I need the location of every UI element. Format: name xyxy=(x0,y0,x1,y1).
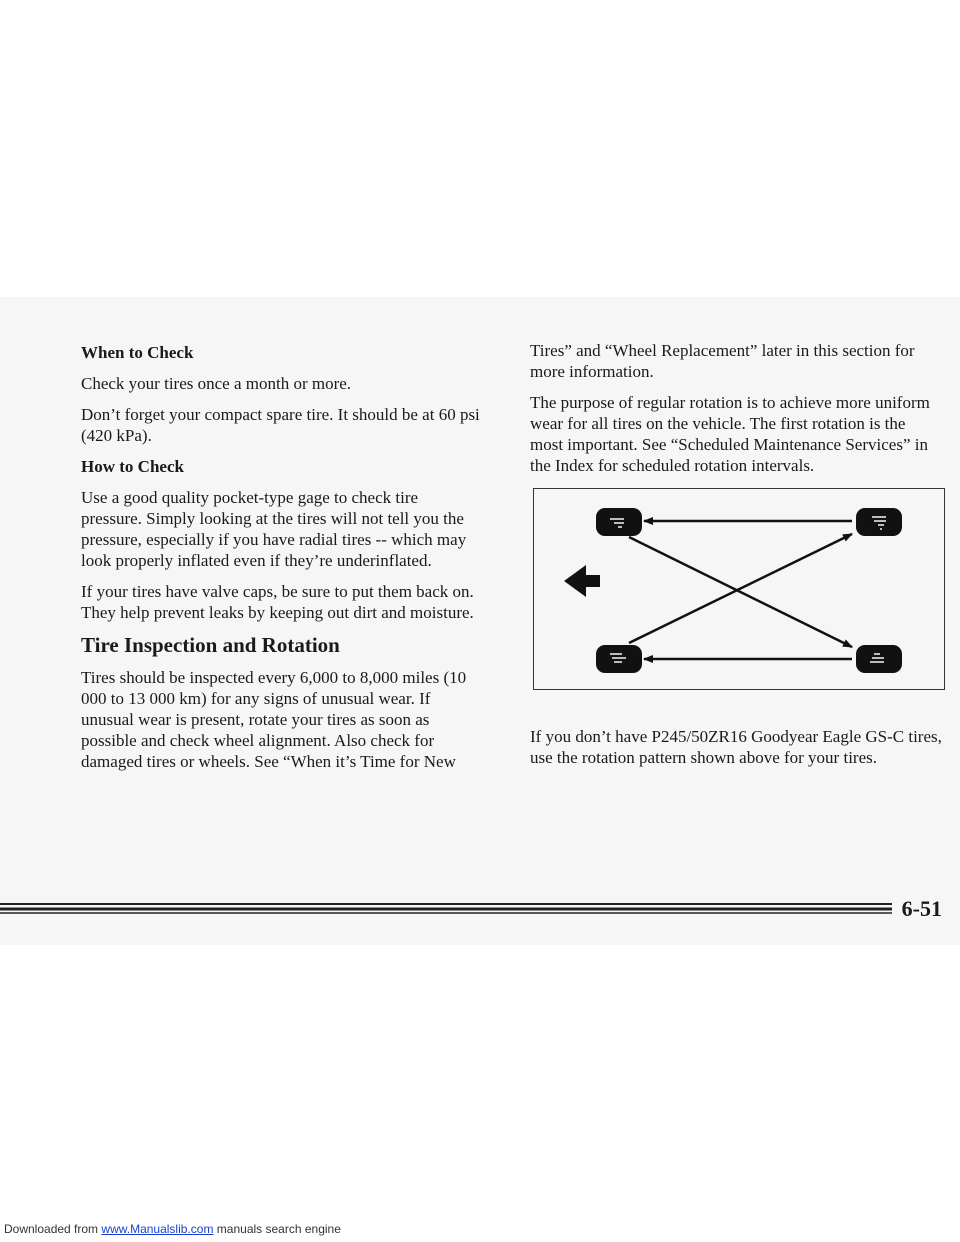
tire-front-left-icon xyxy=(596,508,642,536)
manualslib-link[interactable]: www.Manualslib.com xyxy=(101,1222,214,1236)
rotation-pattern-svg xyxy=(534,489,944,689)
rotation-diagram xyxy=(533,488,945,690)
front-direction-arrow-icon xyxy=(564,565,600,597)
tire-front-right-icon xyxy=(856,508,902,536)
how-to-check-heading: How to Check xyxy=(81,457,184,476)
when-paragraph-2: Don’t forget your compact spare tire. It should be at 60 psi (420 kPa). xyxy=(81,405,480,445)
tire-rear-left-icon xyxy=(596,645,642,673)
inspection-paragraph: Tires should be inspected every 6,000 to 8,000 miles (10 000 to 13 000 km) for any signs of unusual wear. If unusual wear is present, rotate your tires as soon as possible and check wheel alignment. Also check for damaged tires or wheels. See “When it’s Time for New xyxy=(81,668,467,771)
continued-paragraph: Tires” and “Wheel Replacement” later in this section for more information. xyxy=(530,341,915,381)
how-paragraph-2: If your tires have valve caps, be sure to put them back on. They help prevent leaks by keeping out dirt and moisture. xyxy=(81,582,474,622)
download-footer xyxy=(4,1222,341,1236)
footer-rule xyxy=(0,902,892,914)
download-suffix: manuals search engine xyxy=(216,1222,341,1236)
right-column xyxy=(530,340,942,778)
when-to-check-heading: When to Check xyxy=(81,343,194,362)
section-title: Tire Inspection and Rotation xyxy=(81,633,340,657)
left-column xyxy=(81,342,483,782)
arrow-diagonal-down-icon xyxy=(629,537,852,647)
page-number: 6-51 xyxy=(901,896,942,921)
arrow-diagonal-up-icon xyxy=(629,534,852,643)
when-paragraph-1: Check your tires once a month or more. xyxy=(81,374,352,393)
how-paragraph-1: Use a good quality pocket-type gage to check tire pressure. Simply looking at the tires will not tell you the pressure, especially if you have radial tires -- which may look properly inflated even if they’re underinflated. xyxy=(81,488,467,570)
download-prefix: Downloaded from xyxy=(4,1222,99,1236)
diagram-caption: If you don’t have P245/50ZR16 Goodyear Eagle GS-C tires, use the rotation pattern shown above for your tires. xyxy=(530,727,942,767)
purpose-paragraph: The purpose of regular rotation is to achieve more uniform wear for all tires on the vehicle. The first rotation is the most important. See “Scheduled Maintenance Services” in the Index for scheduled rotation intervals. xyxy=(530,393,930,475)
tire-rear-right-icon xyxy=(856,645,902,673)
